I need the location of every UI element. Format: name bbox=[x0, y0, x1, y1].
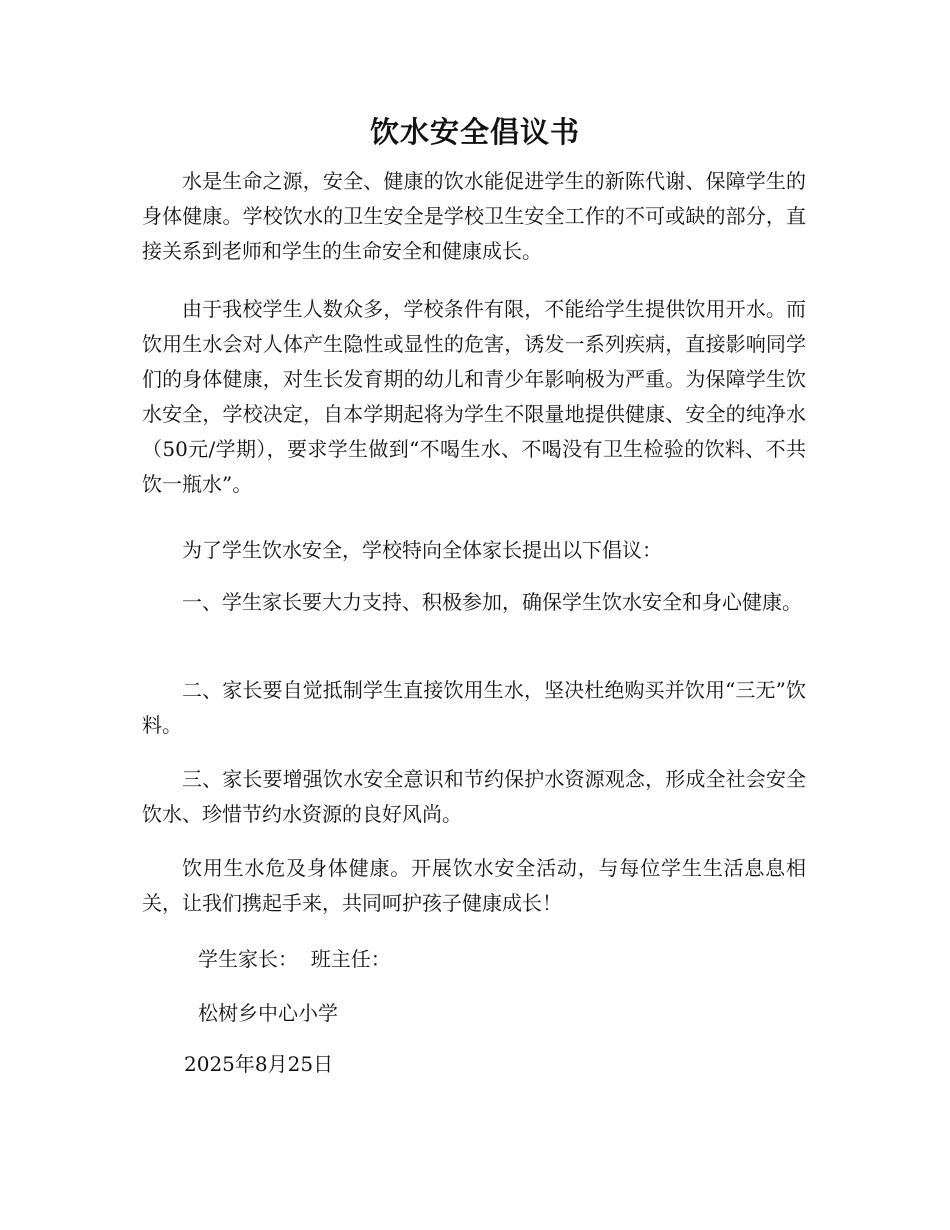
paragraph-closing: 饮用生水危及身体健康。开展饮水安全活动，与每位学生生活息息相关，让我们携起手来，共同呵护孩子健康成长！ bbox=[142, 856, 806, 915]
signature-line: 学生家长： 班主任： bbox=[198, 947, 391, 971]
document-title: 饮水安全倡议书 bbox=[369, 115, 580, 149]
school-name: 松树乡中心小学 bbox=[198, 1001, 338, 1025]
paragraph-proposal-3: 三、家长要增强饮水安全意识和节约保护水资源观念，形成全社会安全饮水、珍惜节约水资源的良好风尚。 bbox=[142, 767, 806, 826]
paragraph-background: 由于我校学生人数众多，学校条件有限，不能给学生提供饮用开水。而饮用生水会对人体产生隐性或显性的危害，诱发一系列疾病，直接影响同学们的身体健康，对生长发育期的幼儿和青少年影响极为严重。为保障学生饮水安全，学校决定，自本学期起将为学生不限量地提供健康、安全的纯净水（50元/学期），要求学生做到“不喝生水、不喝没有卫生检验的饮料、不共饮一瓶水”。 bbox=[142, 297, 806, 496]
paragraph-intro: 水是生命之源，安全、健康的饮水能促进学生的新陈代谢、保障学生的身体健康。学校饮水的卫生安全是学校卫生安全工作的不可或缺的部分，直接关系到老师和学生的生命安全和健康成长。 bbox=[142, 169, 806, 263]
document-date: 2025年8月25日 bbox=[184, 1052, 334, 1076]
paragraph-proposal-1: 一、学生家长要大力支持、积极参加，确保学生饮水安全和身心健康。 bbox=[182, 590, 802, 614]
paragraph-proposal-2: 二、家长要自觉抵制学生直接饮用生水，坚决杜绝购买并饮用“三无”饮料。 bbox=[142, 678, 806, 737]
paragraph-proposal-lead: 为了学生饮水安全，学校特向全体家长提出以下倡议： bbox=[182, 538, 662, 562]
